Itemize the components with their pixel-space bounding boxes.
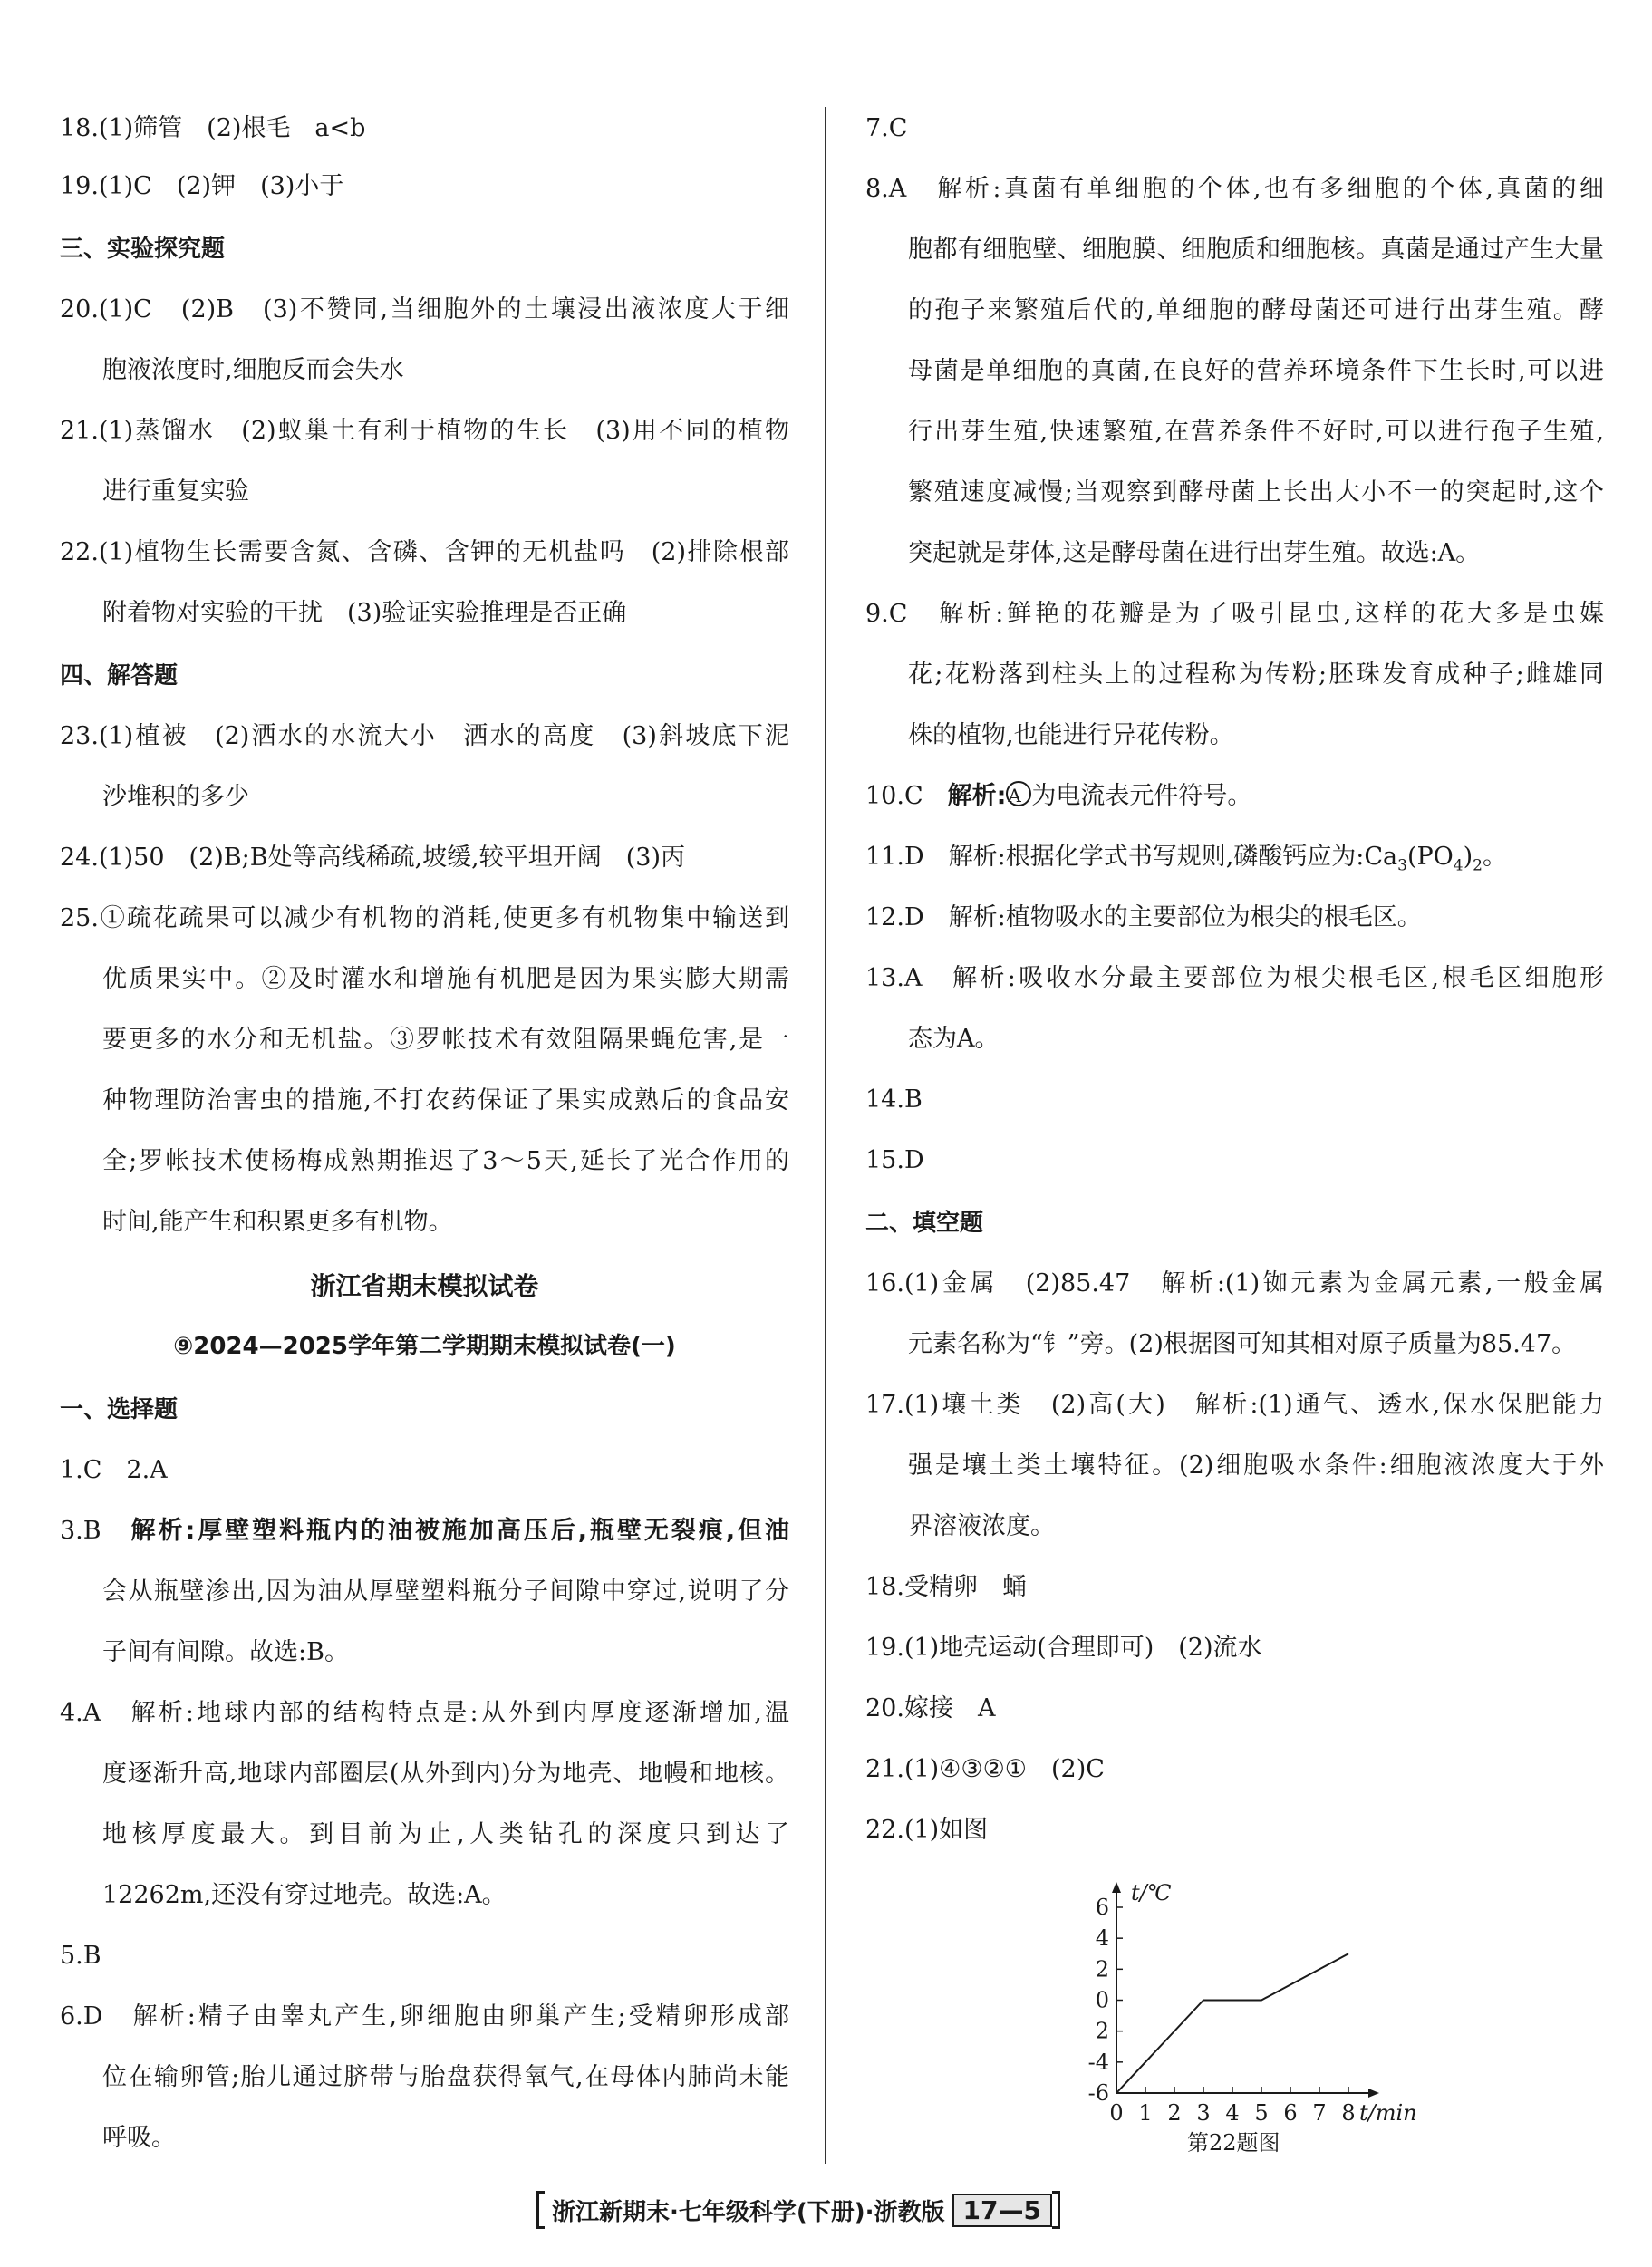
y-tick-label: 2 (1095, 1956, 1109, 1982)
answer-21: 21.(1)蒸馏水 (2)蚁巢土有利于植物的生长 (3)用不同的植物 (60, 417, 789, 445)
y-tick-label: 4 (1095, 1925, 1109, 1952)
answer-18-right: 18.受精卵 蛹 (865, 1573, 1027, 1601)
answer-25-line4: 种物理防治害虫的措施,不打农药保证了果实成熟后的食品安 (102, 1086, 789, 1114)
answer-18: 18.(1)筛管 (2)根毛 a<b (60, 114, 366, 142)
formula-po: (PO (1406, 843, 1454, 871)
answer-6-line2: 位在输卵管;胎儿通过脐带与胎盘获得氧气,在母体内肺尚未能 (102, 2063, 789, 2091)
y-tick-label: -6 (1087, 2080, 1109, 2106)
answer-9-num: 9.C (865, 600, 908, 628)
page-number: 17—5 (952, 2194, 1052, 2227)
answer-17-text: 解析:(1)通气、透水,保水保肥能力 (1195, 1391, 1604, 1419)
y-axis-arrow-icon (1112, 1882, 1121, 1893)
ammeter-symbol-icon: A (1006, 781, 1031, 806)
answer-12-text: 解析:植物吸水的主要部位为根尖的根毛区。 (948, 903, 1422, 931)
answer-19: 19.(1)C (2)钾 (3)小于 (60, 172, 344, 200)
answer-10-text: 为电流表元件符号。 (1031, 782, 1252, 810)
answer-25-line6: 时间,能产生和积累更多有机物。 (102, 1208, 453, 1236)
answer-8-line7: 突起就是芽体,这是酵母菌在进行出芽生殖。故选:A。 (908, 539, 1481, 567)
answer-25-line3: 要更多的水分和无机盐。③罗帐技术有效阻隔果蝇危害,是一 (102, 1026, 789, 1054)
answer-1-2: 1.C 2.A (60, 1456, 168, 1484)
x-tick-label: 1 (1138, 2100, 1153, 2126)
answer-17-num: 17.(1)壤土类 (2)高(大) (865, 1391, 1165, 1419)
exam-number: ⑨ (173, 1333, 194, 1360)
y-tick-label: 0 (1095, 1987, 1109, 2013)
heading-fill: 二、填空题 (865, 1210, 984, 1237)
formula-close: ) (1463, 843, 1473, 871)
answer-3-num: 3.B (60, 1517, 101, 1545)
x-tick-label: 3 (1196, 2100, 1211, 2126)
answer-9-line2: 花;花粉落到柱头上的过程称为传粉;胚珠发育成种子;雌雄同 (908, 661, 1604, 689)
answer-8-line4: 母菌是单细胞的真菌,在良好的营养环境条件下生长时,可以进 (908, 357, 1604, 385)
formula-sub-3: 3 (1397, 856, 1407, 875)
answer-4-line3: 地核厚度最大。到目前为止,人类钻孔的深度只到达了 (102, 1820, 789, 1848)
answer-20-cont: 胞液浓度时,细胞反而会失水 (102, 356, 404, 384)
section-title: 浙江省期末模拟试卷 (310, 1271, 539, 1301)
answer-25-line5: 全;罗帐技术使杨梅成熟期推迟了3～5天,延长了光合作用的 (102, 1147, 789, 1175)
answer-16-num: 16.(1)金属 (2)85.47 (865, 1269, 1131, 1297)
answer-11-num: 11.D (865, 843, 924, 871)
answer-21-right: 21.(1)④③②① (2)C (865, 1755, 1105, 1783)
x-axis-arrow-icon (1368, 2089, 1379, 2098)
answer-8-line2: 胞都有细胞壁、细胞膜、细胞质和细胞核。真菌是通过产生大量 (908, 236, 1604, 264)
answer-12-num: 12.D (865, 903, 924, 931)
x-tick-label: 6 (1283, 2100, 1298, 2126)
answer-8-num: 8.A (865, 175, 907, 203)
answer-22-right: 22.(1)如图 (865, 1816, 989, 1844)
y-axis-label: t/℃ (1131, 1880, 1172, 1905)
answer-17-line2: 强是壤土类土壤特征。(2)细胞吸水条件:细胞液浓度大于外 (908, 1452, 1604, 1480)
answer-6-num: 6.D (60, 2002, 103, 2031)
answer-22: 22.(1)植物生长需要含氮、含磷、含钾的无机盐吗 (2)排除根部 (60, 538, 789, 566)
answer-21-cont: 进行重复实验 (102, 478, 249, 506)
answer-20-right: 20.嫁接 A (865, 1694, 996, 1722)
page-footer (536, 2191, 1060, 2229)
answer-6 (60, 1999, 789, 2035)
answer-13-num: 13.A (865, 964, 923, 992)
answer-3-line3: 子间有间隙。故选:B。 (102, 1638, 349, 1666)
answer-19-right: 19.(1)地壳运动(合理即可) (2)流水 (865, 1634, 1262, 1662)
answer-3-line2: 会从瓶壁渗出,因为油从厚壁塑料瓶分子间隙中穿过,说明了分 (102, 1577, 789, 1606)
answer-10 (865, 778, 1604, 815)
y-tick-label: 6 (1095, 1895, 1109, 1920)
answer-4-line2: 度逐渐升高,地球内部圈层(从外到内)分为地壳、地幔和地核。 (102, 1760, 789, 1788)
formula-sub-4: 4 (1453, 856, 1464, 875)
answer-5: 5.B (60, 1942, 101, 1970)
footer-bracket-right (1052, 2191, 1060, 2229)
exam-title (60, 1328, 789, 1365)
answer-23: 23.(1)植被 (2)洒水的水流大小 洒水的高度 (3)斜坡底下泥 (60, 722, 789, 750)
answer-13-text: 解析:吸收水分最主要部位为根尖根毛区,根毛区细胞形 (952, 964, 1604, 992)
heading-solution: 四、解答题 (60, 662, 179, 690)
x-tick-label: 8 (1341, 2100, 1356, 2126)
answer-10-label: 解析: (947, 782, 1007, 810)
answer-9-line3: 株的植物,也能进行异花传粉。 (908, 721, 1234, 749)
answer-16-text: 解析:(1)铷元素为金属元素,一般金属 (1161, 1269, 1604, 1297)
answer-3 (60, 1513, 789, 1549)
answer-8-line5: 行出芽生殖,快速繁殖,在营养条件不好时,可以进行孢子生殖, (908, 418, 1604, 446)
formula-sub-2: 2 (1473, 856, 1483, 875)
answer-20: 20.(1)C (2)B (3)不赞同,当细胞外的土壤浸出液浓度大于细 (60, 295, 789, 323)
x-tick-label: 7 (1312, 2100, 1327, 2126)
answer-13 (865, 960, 1604, 997)
x-tick-label: 2 (1167, 2100, 1182, 2126)
answer-8-text: 解析:真菌有单细胞的个体,也有多细胞的个体,真菌的细 (937, 175, 1605, 203)
answer-11 (865, 839, 1604, 883)
answer-4-text: 解析:地球内部的结构特点是:从外到内厚度逐渐增加,温 (130, 1699, 789, 1727)
answer-23-cont: 沙堆积的多少 (102, 783, 249, 811)
answer-9 (865, 596, 1604, 632)
answer-8 (865, 171, 1604, 207)
answer-25-line2: 优质果实中。②及时灌水和增施有机肥是因为果实膨大期需 (102, 965, 789, 993)
answer-17-line3: 界溶液浓度。 (908, 1512, 1055, 1540)
answer-4-line4: 12262m,还没有穿过地壳。故选:A。 (102, 1881, 507, 1909)
footer-bracket-left (536, 2191, 545, 2229)
exam-title-text: 2024—2025学年第二学期期末模拟试卷(一) (193, 1333, 676, 1360)
x-axis-label: t/min (1359, 2100, 1417, 2126)
formula-period: 。 (1483, 843, 1507, 871)
answer-11-text: 解析:根据化学式书写规则,磷酸钙应为:Ca (948, 843, 1398, 871)
answer-13-line2: 态为A。 (908, 1025, 1000, 1053)
answer-24: 24.(1)50 (2)B;B处等高线稀疏,坡缓,较平坦开阔 (3)丙 (60, 844, 685, 872)
temperature-series-line (1116, 1953, 1348, 2093)
answer-9-text: 解析:鲜艳的花瓣是为了吸引昆虫,这样的花大多是虫媒 (939, 600, 1604, 628)
answer-6-line3: 呼吸。 (102, 2124, 176, 2152)
heading-experiment: 三、实验探究题 (60, 236, 226, 263)
answer-3-text: 解析:厚壁塑料瓶内的油被施加高压后,瓶壁无裂痕,但油 (130, 1517, 790, 1545)
y-tick-label: -4 (1087, 2049, 1109, 2075)
answer-8-line3: 的孢子来繁殖后代的,单细胞的酵母菌还可进行出芽生殖。酵 (908, 296, 1604, 324)
answer-8-line6: 繁殖速度减慢;当观察到酵母菌上长出大小不一的突起时,这个 (908, 478, 1604, 506)
column-divider (825, 107, 826, 2164)
answer-16-line2: 元素名称为“钅”旁。(2)根据图可知其相对原子质量为85.47。 (908, 1330, 1577, 1358)
answer-6-text: 解析:精子由睾丸产生,卵细胞由卵巢产生;受精卵形成部 (132, 2002, 790, 2031)
x-tick-label: 4 (1225, 2100, 1240, 2126)
answer-10-num: 10.C (865, 782, 923, 810)
answer-25: 25.①疏花疏果可以减少有机物的消耗,使更多有机物集中输送到 (60, 904, 789, 932)
x-tick-label: 0 (1109, 2100, 1124, 2126)
answer-14: 14.B (865, 1085, 923, 1114)
temperature-time-chart (1074, 1880, 1418, 2161)
answer-22-cont: 附着物对实验的干扰 (3)验证实验推理是否正确 (102, 599, 627, 627)
answer-4 (60, 1695, 789, 1732)
answer-15: 15.D (865, 1146, 924, 1174)
y-tick-label: 2 (1095, 2018, 1109, 2044)
answer-4-num: 4.A (60, 1699, 101, 1727)
answer-17 (865, 1387, 1604, 1423)
x-tick-label: 5 (1254, 2100, 1269, 2126)
heading-choice: 一、选择题 (60, 1396, 179, 1423)
chart-caption: 第22题图 (1187, 2130, 1280, 2156)
footer-book-title: 浙江新期末·七年级科学(下册)·浙教版 (552, 2198, 945, 2226)
answer-7: 7.C (865, 114, 908, 142)
answer-12 (865, 900, 1604, 936)
answer-16 (865, 1266, 1604, 1302)
